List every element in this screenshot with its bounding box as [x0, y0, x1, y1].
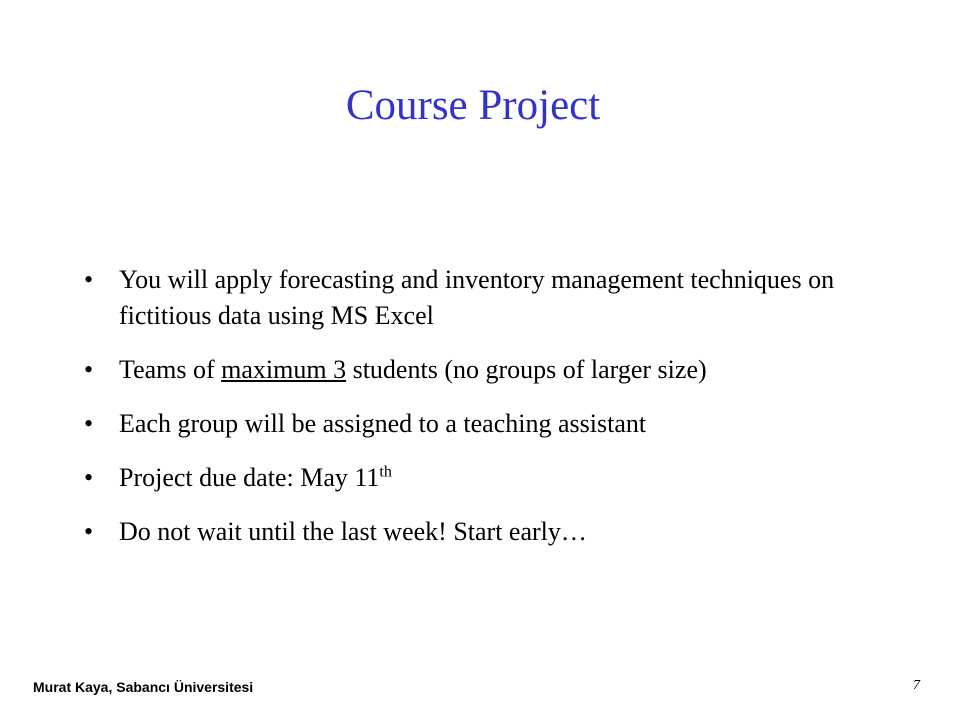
bullet-mark: • — [84, 409, 94, 438]
bullet-item — [84, 352, 884, 388]
bullet-text: Project due date: May 11 — [119, 463, 380, 492]
bullet-mark: • — [84, 355, 94, 384]
bullet-text: Each group will be assigned to a teaching assistant — [119, 409, 647, 438]
bullet-mark: • — [84, 517, 94, 546]
bullet-text-suffix: students (no groups of larger size) — [346, 355, 707, 384]
bullet-text-prefix: Teams of — [119, 355, 222, 384]
bullet-text: You will apply forecasting and inventory management techniques on fictitious data using MS Excel — [119, 265, 835, 330]
bullet-superscript: th — [379, 463, 392, 481]
bullet-item — [84, 460, 884, 496]
bullet-mark: • — [84, 265, 94, 294]
bullet-item — [84, 262, 884, 334]
bullet-mark: • — [84, 463, 94, 492]
slide-title: Course Project — [345, 82, 601, 129]
slide-footer: Murat Kaya, Sabancı Üniversitesi — [33, 679, 254, 695]
page-number: 7 — [913, 678, 920, 693]
bullet-text-underlined: maximum 3 — [221, 355, 347, 384]
bullet-item — [84, 406, 884, 442]
bullet-text: Do not wait until the last week! Start early… — [119, 517, 587, 546]
bullet-item — [84, 514, 884, 550]
bullet-list — [84, 262, 884, 568]
